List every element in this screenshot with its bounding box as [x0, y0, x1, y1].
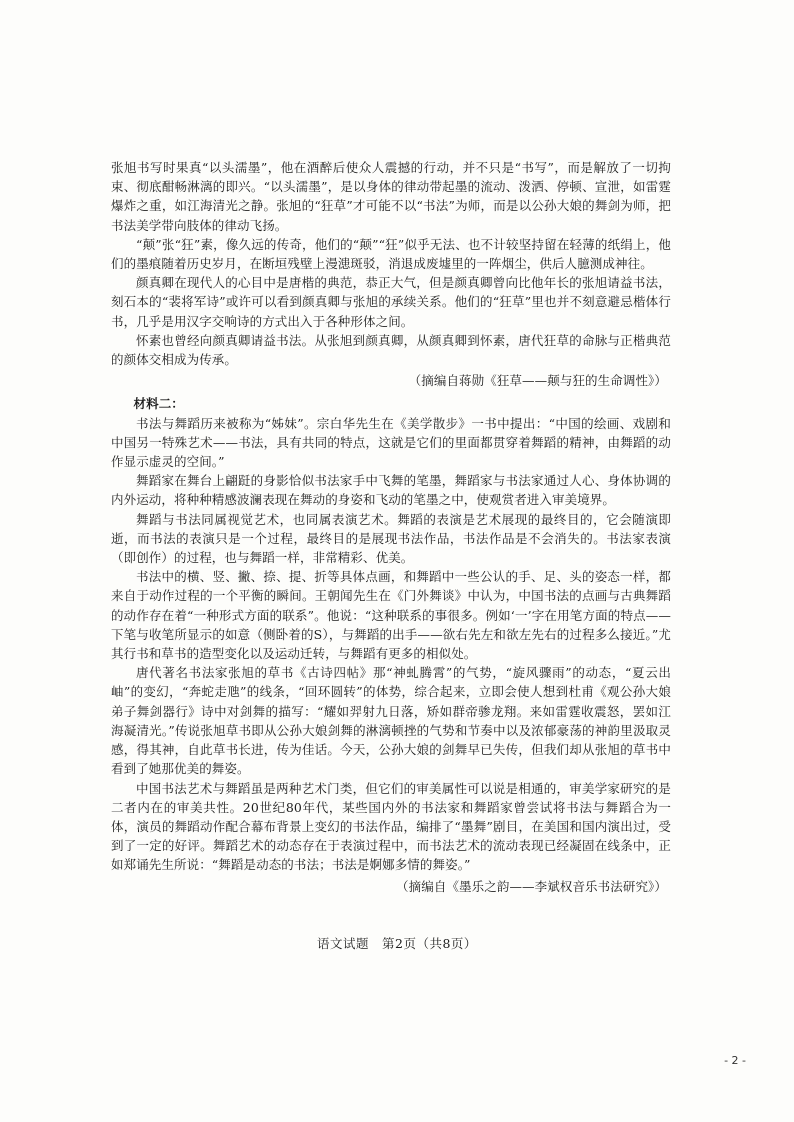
paragraph-gushi-sitie: 唐代著名书法家张旭的草书《古诗四帖》那“神虬腾霄”的气势，“旋风骤雨”的动态，“夏云出岫”的变幻，“奔蛇走虺”的线条，“回环圆转”的体势，综合起来，立即会使人想到杜甫《观公孙大娘弟子舞剑器行》诗中对剑舞的描写：“耀如羿射九日落，矫如群帝骖龙翔。来如雷霆收震怒，罢如江海凝清光。”传说张旭草书即从公孙大娘剑舞的淋漓顿挫的气势和节奏中以及浓郁豪荡的神韵里汲取灵感，得其神，自此草书长进，传为佳话。今天，公孙大娘的剑舞早已失传，但我们却从张旭的草书中看到了她那优美的舞姿。 — [111, 665, 671, 777]
paragraph-dian-kuang: “颠”张“狂”素，像久远的传奇，他们的“颠”“狂”似乎无法、也不计较坚持留在轻薄的纸绢上，他们的墨痕随着历史岁月，在断垣残壁上漫漶斑驳，消退成废墟里的一阵烟尘，供后人臆测成神往。 — [111, 236, 671, 272]
paragraph-visual-art: 舞蹈与书法同属视觉艺术，也同属表演艺术。舞蹈的表演是艺术展现的最终目的，它会随演即逝，而书法的表演只是一个过程，最终目的是展现书法作品，书法作品是不会消失的。书法家表演（即创作）的过程，也与舞蹈一样，非常精彩、优美。 — [111, 511, 671, 566]
paragraph-zhangxu-head-ink: 张旭书写时果真“以头濡墨”，他在酒醉后使众人震撼的行动，并不只是“书写”，而是解放了一切拘束、彻底酣畅淋漓的即兴。“以头濡墨”，是以身体的律动带起墨的流动、泼洒、停顿、宣泄，如雷霆爆炸之重，如江海清光之静。张旭的“狂草”才可能不以“书法”为师，而是以公孙大娘的舞剑为师，把书法美学带向肢体的律动飞扬。 — [111, 160, 671, 233]
paragraph-yan-zhenqing: 颜真卿在现代人的心目中是唐楷的典范，恭正大气，但是颜真卿曾向比他年长的张旭请益书法，刻石本的“裴将军诗”或许可以看到颜真卿与张旭的承续关系。他们的“狂草”里也并不刻意避忌楷体行书，几乎是用汉字交响诗的方式出入于各种形体之间。 — [111, 275, 671, 329]
reading-material — [111, 158, 671, 900]
paragraph-huaisu: 怀素也曾经向颜真卿请益书法。从张旭到颜真卿，从颜真卿到怀素，唐代狂草的命脉与正楷典范的颜体交相成为传承。 — [111, 332, 671, 368]
paragraph-dancer-stage: 舞蹈家在舞台上翩跹的身影恰似书法家手中飞舞的笔墨，舞蹈家与书法家通过人心、身体协调的内外运动，将种种精感波澜表现在舞动的身姿和飞动的笔墨之中，使观赏者进入审美境界。 — [111, 473, 671, 508]
paragraph-aesthetic-common: 中国书法艺术与舞蹈虽是两种艺术门类，但它们的审美属性可以说是相通的，审美学家研究的是二者内在的审美共性。20世纪80年代，某些国内外的书法家和舞蹈家曾尝试将书法与舞蹈合为一体，演员的舞蹈动作配合幕布背景上变幻的书法作品，编排了“墨舞”剧目，在美国和国内演出过，受到了一定的好评。舞蹈艺术的动态存在于表演过程中，而书法艺术的流动表现已经凝固在线条中，正如郑诵先生所说：“舞蹈是动态的书法；书法是婀娜多情的舞姿。” — [111, 780, 671, 873]
paragraph-sisters: 书法与舞蹈历来被称为“姊妹”。宗白华先生在《美学散步》一书中提出：“中国的绘画、戏剧和中国另一特殊艺术——书法，具有共同的特点，这就是它们的里面都贯穿着舞蹈的精神，由舞蹈的动作显示虚灵的空间。” — [111, 415, 671, 470]
page-number: - 2 - — [724, 1054, 746, 1067]
page-footer: 语文试题 第2页（共8页） — [317, 936, 477, 951]
material-two-heading: 材料二： — [133, 396, 184, 412]
paragraph-strokes-posture: 书法中的横、竖、撇、捺、提、折等具体点画，和舞蹈中一些公认的手、足、头的姿态一样，都来自于动作过程的一个平衡的瞬间。王朝闻先生在《门外舞谈》中认为，中国书法的点画与古典舞蹈的动作存在着“一种形式方面的联系”。他说：“这种联系的事很多。例如‘一’字在用笔方面的特点——下笔与收笔所显示的如意（侧卧着的S），与舞蹈的出手——欲右先左和欲左先右的过程多么接近。”尤其行书和草书的造型变化以及运动迁转，与舞蹈有更多的相似处。 — [111, 569, 671, 662]
source-citation-2: （摘编自《墨乐之韵——李斌权音乐书法研究》） — [396, 878, 667, 894]
source-citation-1: （摘编自蒋勋《狂草——颠与狂的生命调性》） — [408, 373, 667, 389]
